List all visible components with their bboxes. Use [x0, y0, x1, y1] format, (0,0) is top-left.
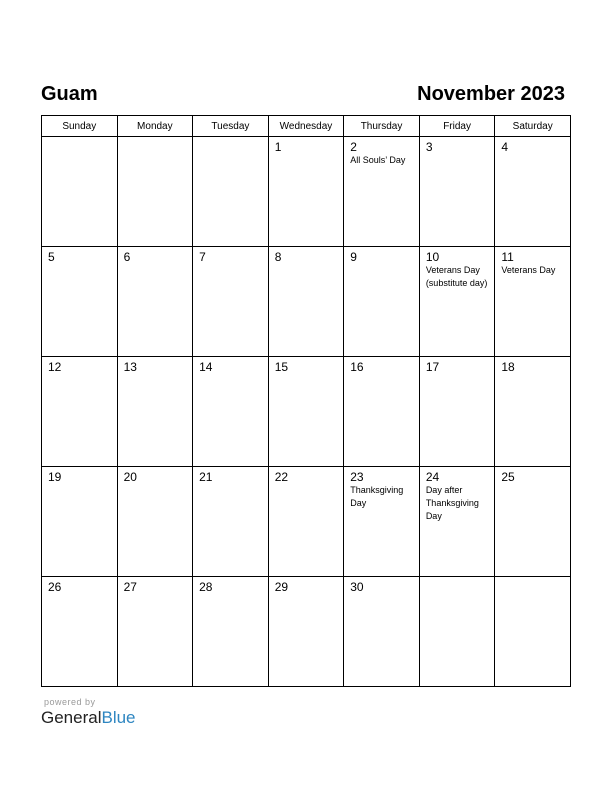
day-cell-content: [269, 577, 344, 594]
day-cell-content: [193, 137, 268, 140]
day-number: 23: [350, 470, 364, 484]
day-number: 14: [199, 360, 213, 374]
day-number: 25: [501, 470, 515, 484]
day-cell-content: [495, 467, 570, 484]
weekday-header: Thursday: [344, 116, 420, 137]
weekday-header: Sunday: [42, 116, 118, 137]
week-row: [42, 357, 571, 467]
day-cell: [344, 357, 420, 467]
day-number: 30: [350, 580, 364, 594]
month-year-title: November 2023: [417, 83, 565, 105]
day-cell: [117, 467, 193, 577]
day-cell-content: [269, 467, 344, 484]
day-number: 11: [501, 250, 514, 264]
day-cell: [268, 137, 344, 247]
day-cell: [419, 137, 495, 247]
day-number: 22: [274, 470, 289, 484]
day-cell-content: [118, 467, 193, 484]
day-number: 24: [425, 470, 440, 484]
day-number: 18: [501, 360, 515, 374]
day-cell: [268, 357, 344, 467]
day-number: 16: [350, 360, 364, 374]
day-cell-content: [118, 137, 193, 140]
day-cell-content: [495, 247, 570, 277]
day-number: 17: [425, 360, 440, 374]
day-number: 29: [274, 580, 289, 594]
day-cell: [268, 577, 344, 687]
holiday-label: Day after Thanksgiving Day: [425, 485, 479, 521]
day-number: 21: [199, 470, 213, 484]
day-number: 9: [350, 250, 357, 264]
day-cell: [495, 467, 571, 577]
day-cell-content: [118, 357, 193, 374]
day-cell-content: [420, 577, 495, 580]
brand-logo[interactable]: [41, 709, 136, 726]
day-cell-content: [193, 467, 268, 484]
day-cell-content: [269, 357, 344, 374]
day-number: 5: [48, 250, 55, 264]
day-cell-content: [344, 137, 419, 167]
day-cell: [193, 137, 269, 247]
day-number: 8: [274, 250, 282, 264]
holiday-label: Veterans Day (substitute day): [425, 265, 488, 288]
day-cell: [419, 577, 495, 687]
day-cell-content: [495, 357, 570, 374]
day-cell: [344, 577, 420, 687]
day-number: 2: [350, 140, 357, 154]
day-cell-content: [42, 137, 117, 140]
weekday-header: Friday: [419, 116, 495, 137]
day-number: 3: [425, 140, 433, 154]
day-cell: [42, 467, 118, 577]
day-number: 26: [48, 580, 62, 594]
weekday-header: Wednesday: [268, 116, 344, 137]
day-cell-content: [344, 467, 419, 510]
calendar-grid: [41, 115, 571, 687]
day-cell-content: [42, 247, 117, 264]
day-number: 7: [199, 250, 206, 264]
day-number: 27: [123, 580, 137, 594]
day-number: 19: [48, 470, 62, 484]
day-cell: [495, 137, 571, 247]
day-number: 4: [501, 140, 509, 154]
day-cell: [419, 247, 495, 357]
holiday-label: Veterans Day: [501, 265, 556, 275]
day-cell: [193, 577, 269, 687]
day-cell-content: [420, 467, 495, 523]
day-cell: [117, 247, 193, 357]
day-number: 1: [274, 140, 282, 154]
day-cell: [193, 247, 269, 357]
weekday-header: Monday: [117, 116, 193, 137]
week-row: [42, 247, 571, 357]
day-cell: [117, 137, 193, 247]
weekday-header: Tuesday: [193, 116, 269, 137]
day-number: 6: [123, 250, 131, 264]
day-number: 15: [274, 360, 289, 374]
day-cell-content: [42, 357, 117, 374]
day-cell: [42, 577, 118, 687]
day-number: 10: [425, 250, 440, 264]
day-cell-content: [269, 247, 344, 264]
day-cell-content: [42, 467, 117, 484]
day-cell-content: [118, 247, 193, 264]
day-cell-content: [344, 357, 419, 374]
day-cell-content: [269, 137, 344, 154]
day-cell: [344, 247, 420, 357]
day-cell-content: [42, 577, 117, 594]
day-cell-content: [344, 577, 419, 594]
brand-name-part2: Blue: [101, 708, 136, 727]
week-row: [42, 577, 571, 687]
powered-by-label: powered by: [44, 697, 96, 707]
day-cell-content: [193, 247, 268, 264]
day-number: 12: [48, 360, 62, 374]
week-row: [42, 137, 571, 247]
day-cell-content: [344, 247, 419, 264]
day-cell-content: [193, 577, 268, 594]
day-cell-content: [193, 357, 268, 374]
weekday-header: Saturday: [495, 116, 571, 137]
day-cell: [495, 577, 571, 687]
day-cell: [193, 467, 269, 577]
day-cell: [42, 247, 118, 357]
day-cell: [42, 137, 118, 247]
day-cell: [495, 357, 571, 467]
day-cell: [419, 357, 495, 467]
day-cell-content: [495, 137, 570, 154]
day-cell: [193, 357, 269, 467]
day-cell-content: [420, 247, 495, 290]
week-row: [42, 467, 571, 577]
day-cell: [268, 467, 344, 577]
day-cell: [268, 247, 344, 357]
day-cell: [419, 467, 495, 577]
holiday-label: Thanksgiving Day: [350, 485, 404, 508]
day-cell: [495, 247, 571, 357]
day-cell-content: [118, 577, 193, 594]
weekday-header-row: [42, 116, 571, 137]
holiday-label: All Souls’ Day: [350, 155, 406, 165]
day-number: 13: [123, 360, 137, 374]
day-cell: [117, 577, 193, 687]
day-cell: [344, 137, 420, 247]
day-number: 28: [199, 580, 213, 594]
day-cell: [344, 467, 420, 577]
day-number: 20: [123, 470, 137, 484]
day-cell: [42, 357, 118, 467]
brand-name-part1: General: [41, 708, 102, 727]
day-cell: [117, 357, 193, 467]
region-title: Guam: [41, 83, 98, 105]
day-cell-content: [420, 137, 495, 154]
day-cell-content: [420, 357, 495, 374]
day-cell-content: [495, 577, 570, 580]
